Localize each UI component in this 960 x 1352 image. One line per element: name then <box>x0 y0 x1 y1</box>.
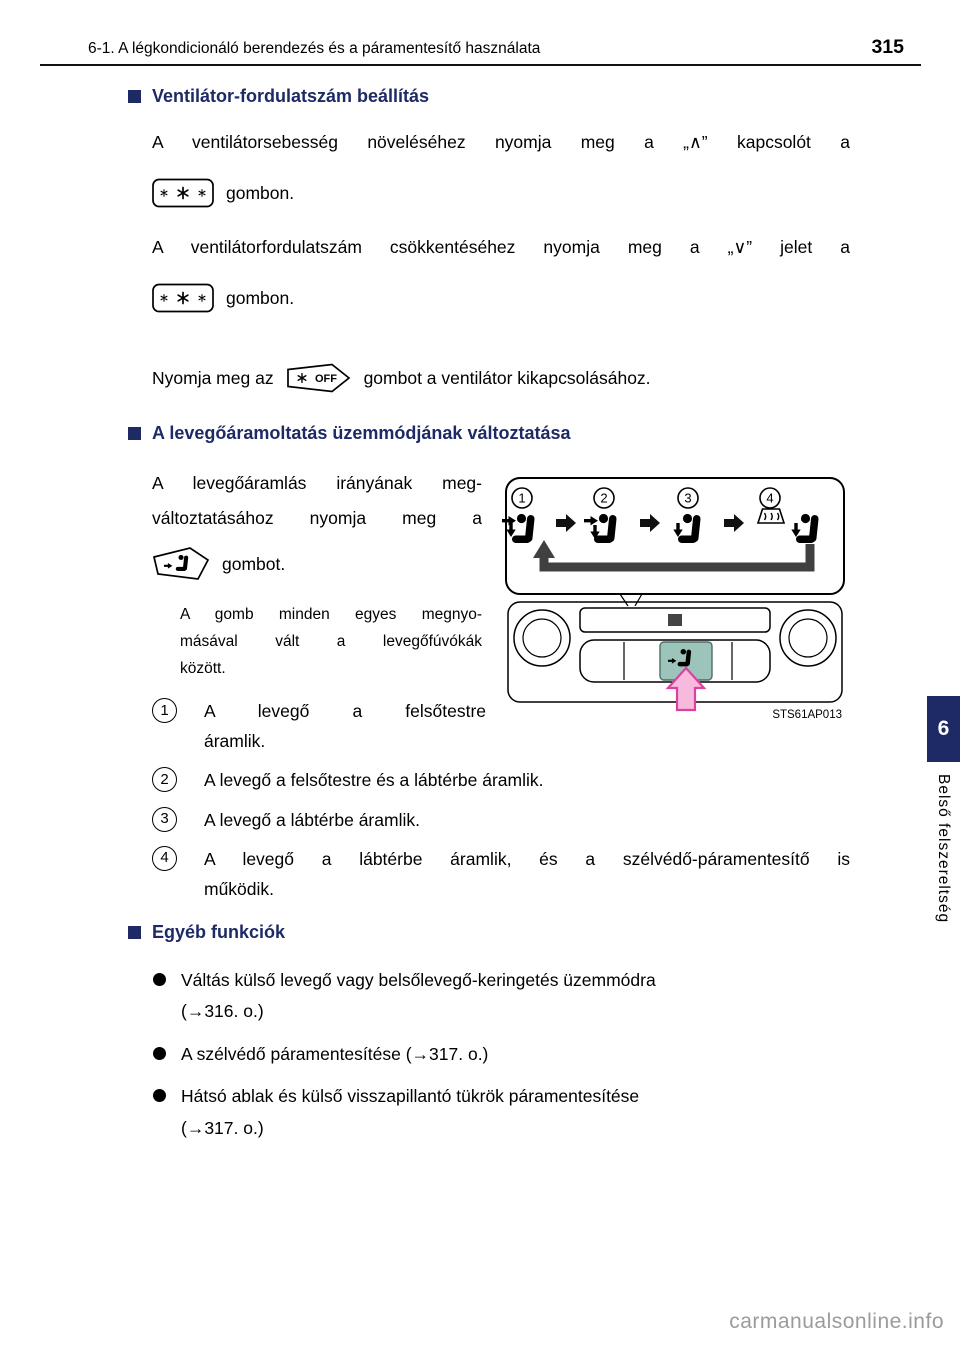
page-number: 315 <box>871 36 904 58</box>
note-line: másával vált a levegőfúvókák <box>180 632 482 650</box>
bullet-windshield-defog <box>152 1039 850 1071</box>
item-text: A levegő a felsőtestre és a lábtérbe áramlik. <box>204 770 544 791</box>
mode-1-number: 1 <box>518 490 526 506</box>
section-heading-text: A levegőáramoltatás üzemmódjának változtatása <box>152 423 571 444</box>
fan-speed-rocker-icon <box>152 283 214 313</box>
square-bullet-icon <box>128 90 141 103</box>
item-text-continued: áramlik. <box>204 731 266 752</box>
paragraph-fan-increase: A ventilátorsebesség növeléséhez nyomja meg a „∧” kapcsolót a <box>152 132 850 152</box>
bullet-text-continued: (→317. o.) <box>181 1117 264 1138</box>
fan-off-row <box>152 363 850 393</box>
chapter-number-tab: 6 <box>927 696 960 762</box>
airflow-mode-button-icon <box>152 546 210 582</box>
paragraph-continuation: gombon. <box>226 182 295 203</box>
bullet-text: Hátsó ablak és külső visszapillantó tükrök páramentesítése <box>181 1086 640 1107</box>
square-bullet-icon <box>128 427 141 440</box>
list-item-mode-3 <box>152 805 850 835</box>
item-number-badge: 1 <box>152 698 177 723</box>
item-text: A levegő a lábtérbe áramlik. <box>204 809 420 830</box>
airflow-mode-list <box>152 696 850 904</box>
item-number-badge: 2 <box>152 767 177 792</box>
bullet-text: A szélvédő páramentesítése (→317. o.) <box>181 1043 489 1064</box>
header-rule <box>40 64 921 66</box>
bullet-dot-icon <box>153 1047 166 1060</box>
fan-button-row-1 <box>152 178 850 208</box>
page-content <box>128 86 850 1155</box>
leader-lines <box>620 594 642 606</box>
fan-off-button-icon <box>286 363 352 393</box>
note-line: A gomb minden egyes megnyo- <box>180 606 482 624</box>
bullet-rear-defog <box>152 1081 850 1144</box>
fan-button-row-2 <box>152 283 850 313</box>
note-line: között. <box>180 659 226 677</box>
off-button-label: OFF <box>314 373 337 386</box>
section-heading-fan-speed <box>128 86 850 107</box>
airflow-intro-line2: változtatásához nyomja meg a <box>152 508 482 529</box>
airflow-figure-graphic <box>500 470 850 722</box>
mode-3-number: 3 <box>684 490 692 506</box>
list-item-mode-2 <box>152 765 850 795</box>
bullet-text-continued: (→316. o.) <box>181 1001 264 1022</box>
mode-4-number: 4 <box>766 490 774 506</box>
item-text-continued: működik. <box>204 878 275 899</box>
chapter-label-vertical: Belső felszereltség <box>935 774 952 924</box>
section-heading-text: Ventilátor-fordulatszám beállítás <box>152 86 430 106</box>
paragraph-continuation: gombot. <box>222 553 286 574</box>
dashboard-sketch <box>508 602 842 710</box>
paragraph-fan-decrease: A ventilátorfordulatszám csökkentéséhez nyomja meg a „∨” jelet a <box>152 237 850 258</box>
mode-button-row <box>152 546 486 582</box>
section-airflow-mode <box>128 423 850 904</box>
paragraph-off-suffix: gombot a ventilátor kikapcsolásához. <box>363 367 651 388</box>
paragraph-continuation: gombon. <box>226 287 295 308</box>
item-number-badge: 3 <box>152 807 177 832</box>
bullet-recirculation <box>152 965 850 1028</box>
section-fan-speed <box>128 86 850 393</box>
paragraph-off-prefix: Nyomja meg az <box>152 367 274 388</box>
running-header-title: 6-1. A légkondicionáló berendezés és a páramentesítő használata <box>88 40 541 57</box>
section-heading-other <box>128 922 850 943</box>
watermark: carmanualsonline.info <box>729 1310 944 1333</box>
airflow-intro-line1: A levegőáramlás irányának meg- <box>152 473 482 494</box>
fan-speed-rocker-icon <box>152 178 214 208</box>
item-text: A levegő a lábtérbe áramlik, és a szélvédő-páramentesítő is <box>204 848 850 869</box>
figure-caption: STS61AP013 <box>772 709 842 722</box>
airflow-figure <box>500 470 850 722</box>
square-bullet-icon <box>128 926 141 939</box>
section-heading-text: Egyéb funkciók <box>152 921 286 942</box>
airflow-note <box>180 602 482 682</box>
page-header <box>88 36 904 59</box>
section-heading-airflow <box>128 423 850 444</box>
mode-2-number: 2 <box>600 490 608 506</box>
list-item-mode-4 <box>152 844 850 904</box>
mode-panel <box>506 478 844 594</box>
item-text: A levegő a felsőtestre <box>204 701 486 722</box>
bullet-text: Váltás külső levegő vagy belsőlevegő-keringetés üzemmódra <box>181 969 656 990</box>
bullet-dot-icon <box>153 973 166 986</box>
section-other-functions <box>128 922 850 1145</box>
bullet-dot-icon <box>153 1089 166 1102</box>
item-number-badge: 4 <box>152 846 177 871</box>
list-item-mode-1 <box>152 696 850 756</box>
